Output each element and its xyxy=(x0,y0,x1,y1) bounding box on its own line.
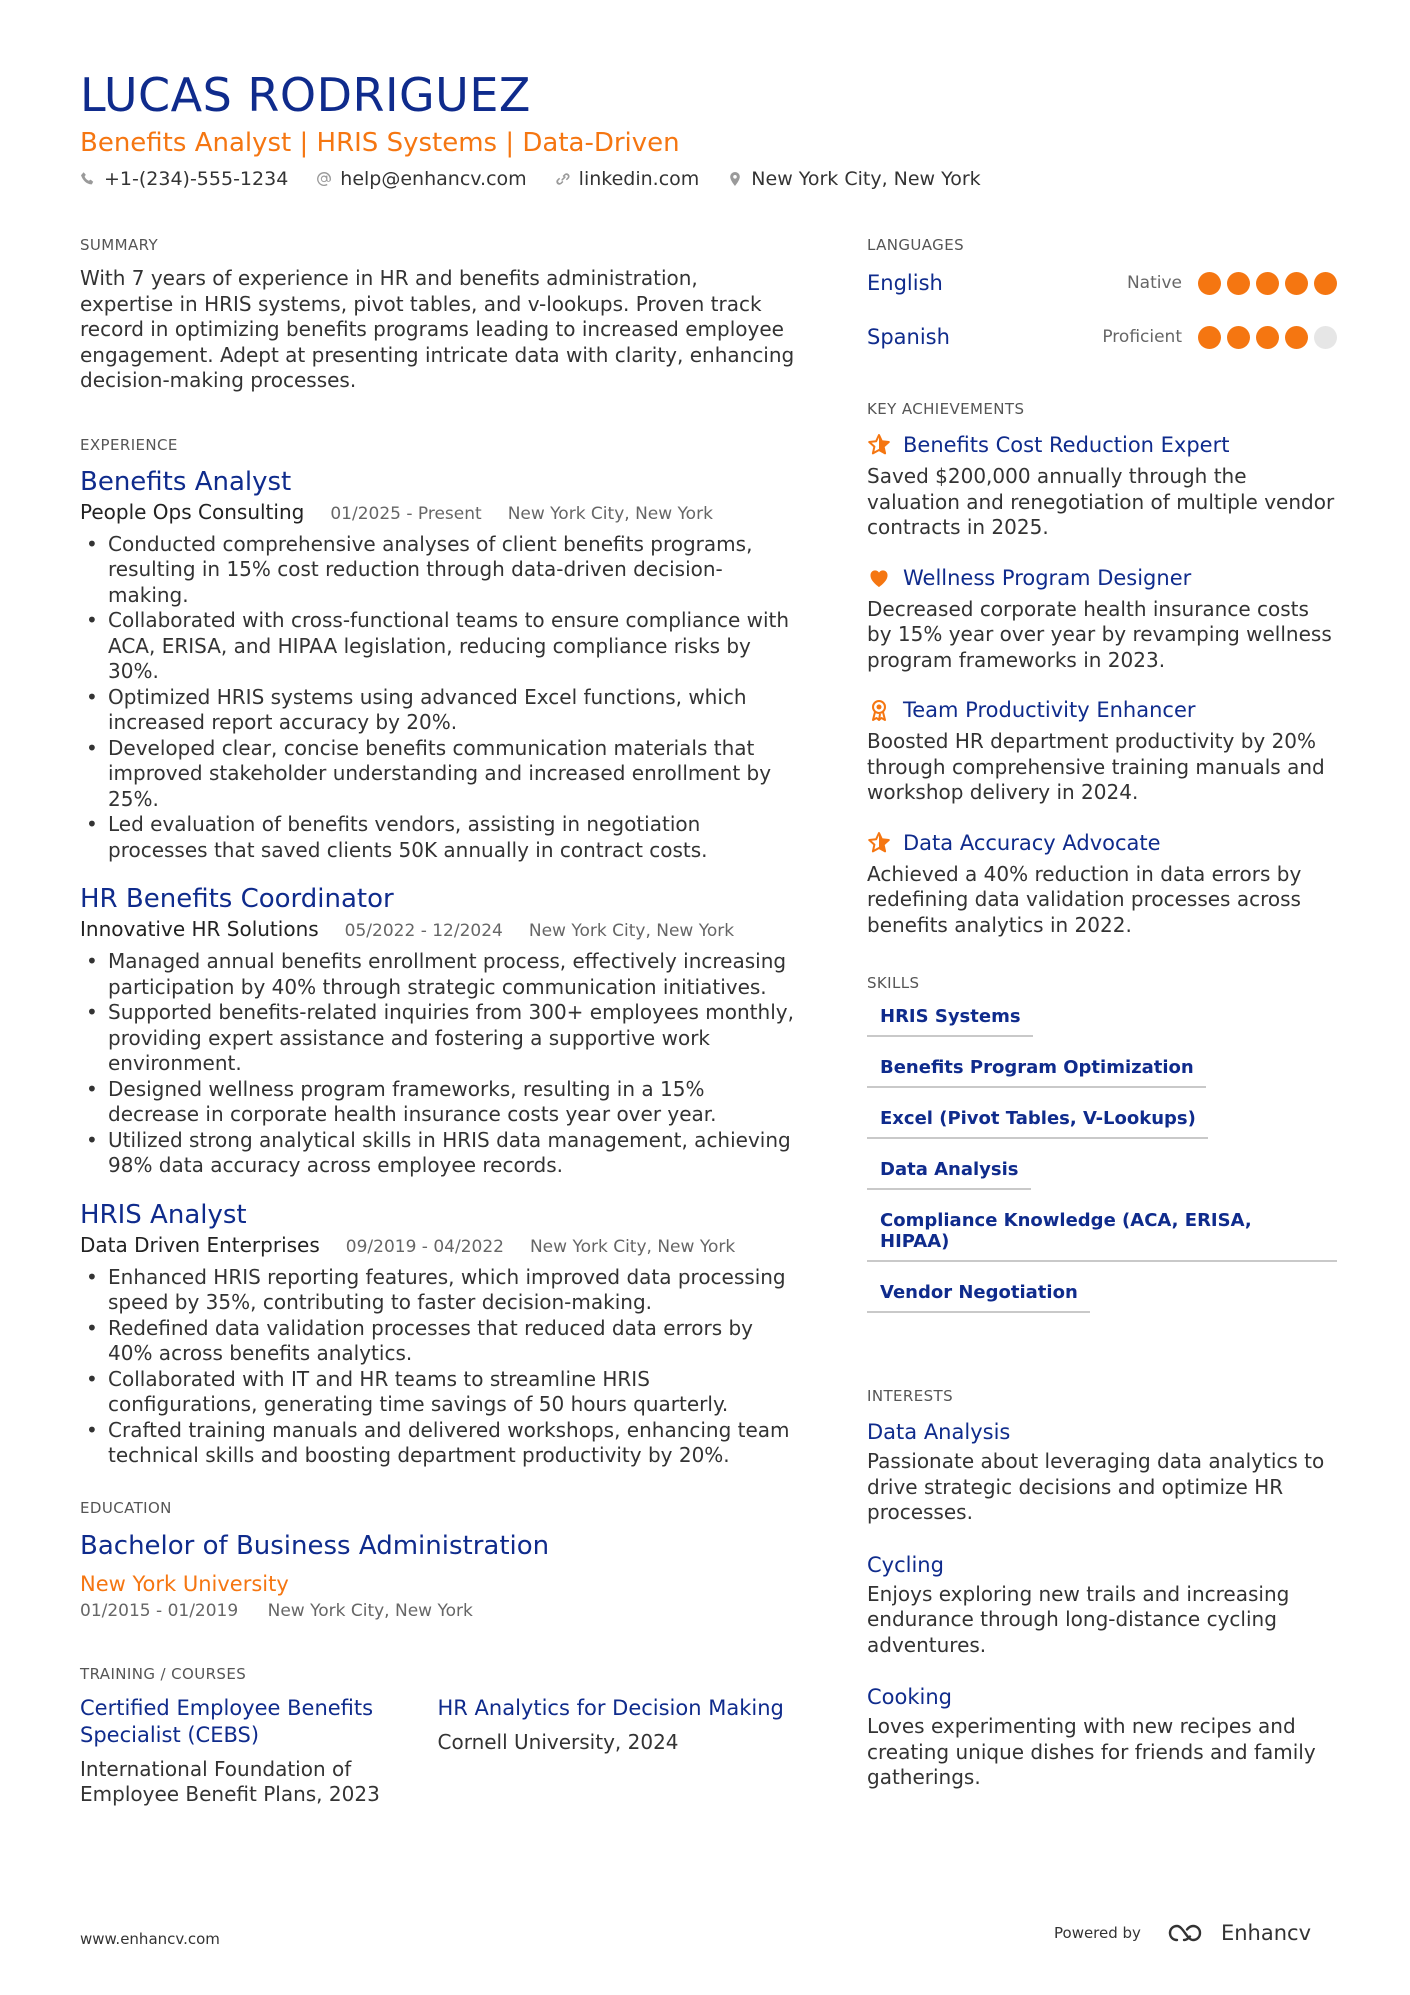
course-provider: Cornell University, 2024 xyxy=(437,1729,679,1754)
bullet-item: • Developed clear, concise benefits communication materials that improved stakeholder understanding and increased enrollment by 25%. xyxy=(80,736,795,813)
education-heading: EDUCATION xyxy=(80,1498,172,1517)
bullet-item: • Collaborated with cross-functional teams to ensure compliance with ACA, ERISA, and HIPAA legislation, reducing compliance risks by 30%. xyxy=(80,608,795,685)
course-title: HR Analytics for Decision Making xyxy=(437,1695,784,1720)
bullet-item: • Utilized strong analytical skills in HRIS data management, achieving 98% data accuracy across employee records. xyxy=(80,1128,795,1179)
skill-tag: Excel (Pivot Tables, V-Lookups) xyxy=(867,1102,1208,1139)
star-icon xyxy=(867,433,891,457)
link-icon xyxy=(555,171,571,187)
interest-desc: Passionate about leveraging data analytics to drive strategic decisions and optimize HR processes. xyxy=(867,1449,1325,1524)
achievement-item xyxy=(867,430,1337,541)
brand-name: Enhancv xyxy=(1220,1921,1311,1945)
heart-icon xyxy=(867,566,891,590)
bullet-item: • Collaborated with IT and HR teams to streamline HRIS configurations, generating time savings of 50 hours quarterly. xyxy=(80,1367,795,1418)
achievement-desc: Decreased corporate health insurance costs by 15% year over year by revamping wellness program frameworks in 2023. xyxy=(867,596,1332,672)
footer-website[interactable]: www.enhancv.com xyxy=(80,1930,220,1948)
job-location: New York City, New York xyxy=(529,1236,736,1257)
language-name: English xyxy=(867,271,943,295)
experience-section xyxy=(80,436,795,1469)
interest-item xyxy=(867,1682,1337,1791)
bullet-item: • Crafted training manuals and delivered workshops, enhancing team technical skills and boosting department productivity by 20%. xyxy=(80,1418,795,1469)
degree-title: Bachelor of Business Administration xyxy=(80,1530,550,1561)
skill-tag: Vendor Negotiation xyxy=(867,1276,1090,1313)
languages-heading: LANGUAGES xyxy=(867,236,965,254)
right-column xyxy=(867,236,1337,1815)
brand-logo[interactable] xyxy=(1167,1920,1311,1946)
candidate-tagline: Benefits Analyst | HRIS Systems | Data-Driven xyxy=(80,128,680,158)
left-column xyxy=(80,236,795,1808)
enhancv-logo-icon xyxy=(1167,1920,1213,1946)
job-title: HRIS Analyst xyxy=(80,1199,247,1230)
job-date: 09/2019 - 04/2022 xyxy=(345,1236,504,1257)
footer-branding xyxy=(1054,1920,1311,1946)
skill-tag: Benefits Program Optimization xyxy=(867,1051,1206,1088)
bullet-item: • Conducted comprehensive analyses of client benefits programs, resulting in 15% cost reduction through data-driven decision-making. xyxy=(80,532,795,609)
bullet-item: • Redefined data validation processes that reduced data errors by 40% across benefits analytics. xyxy=(80,1316,795,1367)
job-meta xyxy=(80,1231,795,1261)
rating-dot-filled xyxy=(1227,326,1250,349)
rating-dot-empty xyxy=(1314,326,1337,349)
skill-tag: Data Analysis xyxy=(867,1153,1031,1190)
job-meta xyxy=(80,915,795,945)
rating-dot-filled xyxy=(1256,272,1279,295)
job-location: New York City, New York xyxy=(528,921,735,941)
language-name: Spanish xyxy=(867,325,950,349)
job-meta xyxy=(80,498,795,528)
course-entry xyxy=(80,1695,438,1808)
summary-text: With 7 years of experience in HR and benefits administration, expertise in HRIS systems, pivot tables, and v-lookups. Proven track record in optimizing benefits programs leading to increased employee engagement. Adept at presenting intricate data with clarity, enhancing decision-making processes. xyxy=(80,266,795,392)
achievement-desc: Boosted HR department productivity by 20% through comprehensive training manuals and workshop delivery in 2024. xyxy=(867,729,1325,804)
course-provider: International Foundation of Employee Benefit Plans, 2023 xyxy=(80,1756,380,1806)
skills-heading: SKILLS xyxy=(867,974,920,992)
award-ribbon-icon xyxy=(867,698,891,722)
rating-dot-filled xyxy=(1198,326,1221,349)
achievement-desc: Saved $200,000 annually through the valuation and renegotiation of multiple vendor contracts in 2025. xyxy=(867,464,1335,539)
job-date: 05/2022 - 12/2024 xyxy=(344,921,503,941)
interest-title: Data Analysis xyxy=(867,1420,1011,1444)
achievement-title: Team Productivity Enhancer xyxy=(903,698,1196,722)
language-level: Native xyxy=(1126,273,1182,293)
contact-linkedin[interactable] xyxy=(555,168,700,190)
education-meta xyxy=(80,1599,795,1623)
education-date: 01/2015 - 01/2019 xyxy=(80,1600,239,1621)
job-bullets xyxy=(80,532,795,864)
interest-item xyxy=(867,1417,1337,1526)
language-row xyxy=(867,310,1337,364)
interest-title: Cycling xyxy=(867,1552,944,1577)
job-title: HR Benefits Coordinator xyxy=(80,884,394,914)
training-section xyxy=(80,1665,795,1808)
school-name: New York University xyxy=(80,1571,289,1596)
bullet-item: • Optimized HRIS systems using advanced Excel functions, which increased report accuracy by 20%. xyxy=(80,685,795,736)
education-section xyxy=(80,1499,795,1623)
summary-heading: SUMMARY xyxy=(80,236,159,254)
rating-dot-filled xyxy=(1285,272,1308,295)
languages-section xyxy=(867,236,1337,364)
achievement-item xyxy=(867,828,1337,939)
star-icon xyxy=(867,831,891,855)
location-icon xyxy=(727,171,743,187)
skill-tag: HRIS Systems xyxy=(867,1000,1033,1037)
bullet-item: • Supported benefits-related inquiries from 300+ employees monthly, providing expert assistance and fostering a supportive work environment. xyxy=(80,1000,795,1077)
language-rating xyxy=(1192,326,1337,349)
job-bullets xyxy=(80,1265,795,1469)
job-company: Innovative HR Solutions xyxy=(80,917,319,941)
achievement-item xyxy=(867,695,1337,806)
phone-icon xyxy=(80,171,96,187)
achievement-item xyxy=(867,563,1337,674)
language-level: Proficient xyxy=(1102,327,1182,347)
contact-linkedin-text: linkedin.com xyxy=(578,168,700,190)
language-row xyxy=(867,256,1337,310)
at-icon xyxy=(316,171,332,187)
rating-dot-filled xyxy=(1256,326,1279,349)
bullet-item: • Designed wellness program frameworks, resulting in a 15% decrease in corporate health insurance costs year over year. xyxy=(80,1077,795,1128)
achievements-heading: KEY ACHIEVEMENTS xyxy=(867,400,1025,418)
bullet-item: • Enhanced HRIS reporting features, which improved data processing speed by 35%, contributing to faster decision-making. xyxy=(80,1265,795,1316)
language-rating xyxy=(1192,272,1337,295)
training-list xyxy=(80,1695,795,1808)
achievement-title: Data Accuracy Advocate xyxy=(903,830,1161,855)
job-bullets xyxy=(80,949,795,1179)
interest-desc: Loves experimenting with new recipes and creating unique dishes for friends and family gatherings. xyxy=(867,1714,1316,1789)
course-entry xyxy=(438,1695,796,1808)
rating-dot-filled xyxy=(1198,272,1221,295)
job-location: New York City, New York xyxy=(507,503,713,524)
bullet-item: • Led evaluation of benefits vendors, assisting in negotiation processes that saved clients 50K annually in contract costs. xyxy=(80,812,795,863)
rating-dot-filled xyxy=(1227,272,1250,295)
candidate-name: LUCAS RODRIGUEZ xyxy=(80,68,531,122)
rating-dot-filled xyxy=(1314,272,1337,295)
training-heading: TRAINING / COURSES xyxy=(80,1664,247,1683)
skills-section xyxy=(867,974,1337,1327)
job-company: People Ops Consulting xyxy=(80,499,305,524)
skill-tag: Compliance Knowledge (ACA, ERISA, HIPAA) xyxy=(867,1204,1337,1262)
contact-phone[interactable] xyxy=(80,168,288,190)
contact-location-text: New York City, New York xyxy=(751,168,981,190)
achievement-title: Benefits Cost Reduction Expert xyxy=(903,433,1230,457)
interests-heading: INTERESTS xyxy=(867,1387,953,1405)
job-title: Benefits Analyst xyxy=(80,466,292,497)
contact-phone-text: +1-(234)-555-1234 xyxy=(104,168,289,190)
skills-list xyxy=(867,1000,1337,1327)
job-company: Data Driven Enterprises xyxy=(80,1232,320,1257)
achievement-title: Wellness Program Designer xyxy=(903,565,1192,590)
contact-email-text: help@enhancv.com xyxy=(340,168,527,190)
experience-heading: EXPERIENCE xyxy=(80,435,178,454)
job-entry xyxy=(80,1199,795,1469)
course-title: Certified Employee Benefits Specialist (CEBS) xyxy=(80,1695,374,1747)
interests-section xyxy=(867,1387,1337,1791)
interest-desc: Enjoys exploring new trails and increasing endurance through long-distance cycling adventures. xyxy=(867,1581,1290,1657)
rating-dot-filled xyxy=(1285,326,1308,349)
bullet-item: • Managed annual benefits enrollment process, effectively increasing participation by 40% through strategic communication initiatives. xyxy=(80,949,795,1000)
summary-section xyxy=(80,236,795,394)
education-location: New York City, New York xyxy=(267,1600,473,1621)
interest-title: Cooking xyxy=(867,1685,952,1709)
achievements-section xyxy=(867,400,1337,938)
interest-item xyxy=(867,1550,1337,1659)
job-entry xyxy=(80,883,795,1179)
contact-bar xyxy=(80,168,1009,190)
contact-location xyxy=(727,168,980,190)
job-date: 01/2025 - Present xyxy=(330,503,482,524)
job-entry xyxy=(80,466,795,864)
achievement-desc: Achieved a 40% reduction in data errors by redefining data validation processes across benefits analytics in 2022. xyxy=(867,861,1302,937)
powered-by-label: Powered by xyxy=(1054,1924,1141,1942)
contact-email[interactable] xyxy=(316,168,526,190)
